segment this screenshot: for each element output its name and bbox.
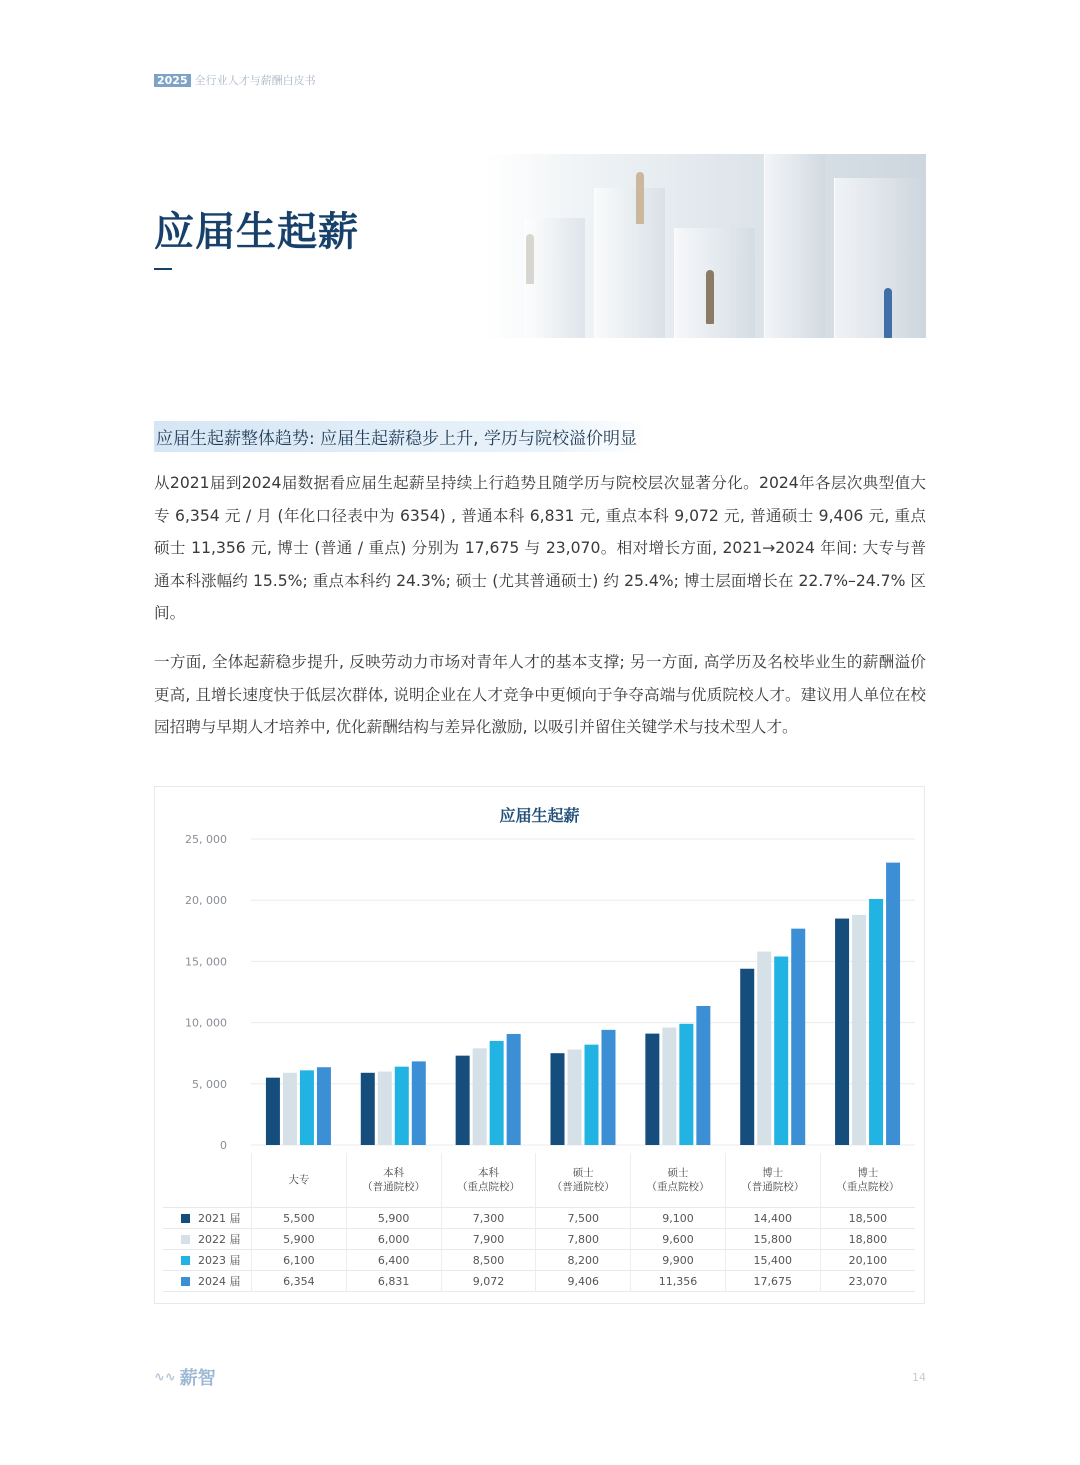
bar (490, 1041, 504, 1145)
chart-title: 应届生起薪 (499, 806, 580, 825)
bar (602, 1030, 616, 1145)
section-heading: 应届生起薪整体趋势: 应届生起薪稳步上升, 学历与院校溢价明显 (154, 421, 645, 452)
category-label: 博士 (857, 1167, 879, 1179)
data-label: 15,400 (725, 1250, 820, 1271)
legend-swatch (181, 1235, 190, 1244)
series-name: 2021 届 (198, 1212, 241, 1225)
bar (835, 919, 849, 1145)
bar (551, 1053, 565, 1145)
bar (412, 1061, 426, 1145)
category-label: 博士 (762, 1167, 784, 1179)
category-label: （重点院校） (836, 1181, 900, 1193)
bar (645, 1034, 659, 1145)
bar (473, 1048, 487, 1145)
chart-data-table (163, 1153, 915, 1292)
bar (774, 957, 788, 1145)
series-name: 2023 届 (198, 1254, 241, 1267)
bar-chart-plot (155, 787, 926, 1153)
bar (266, 1078, 280, 1145)
category-label: 硕士 (667, 1167, 689, 1179)
paragraph-1: 从2021届到2024届数据看应届生起薪呈持续上行趋势且随学历与院校层次显著分化。2024年各层次典型值大专 6,354 元 / 月 (年化口径表中为 6354) , 普通本科 6,831 元, 重点本科 9,072 元, 普通硕士 9,406 元, 重点硕士 11,356 元, 博士 (普通 / 重点) 分别为 17,675 与 23,070。相对增长方面, 2021→2024 年间: 大专与普通本科涨幅约 15.5%; 重点本科约 24.3%; 硕士 (尤其普通硕士) 约 25.4%; 博士层面增长在 22.7%–24.7% 区间。 (154, 474, 926, 622)
bar (679, 1024, 693, 1145)
data-label: 8,500 (441, 1250, 536, 1271)
y-tick-label: 0 (220, 1139, 227, 1152)
data-label: 7,900 (441, 1229, 536, 1250)
data-label: 6,000 (346, 1229, 441, 1250)
data-label: 7,800 (536, 1229, 631, 1250)
logo-text: 薪智 (179, 1368, 216, 1389)
page-number: 14 (912, 1371, 926, 1384)
bar (740, 969, 754, 1145)
table-row (163, 1271, 915, 1292)
category-label: 大专 (288, 1174, 310, 1186)
data-label: 23,070 (820, 1271, 915, 1292)
legend-swatch (181, 1214, 190, 1223)
bar (507, 1034, 521, 1145)
report-title: 全行业人才与薪酬白皮书 (194, 74, 316, 87)
data-label: 18,500 (820, 1208, 915, 1229)
category-label: 本科 (383, 1167, 405, 1179)
bar (852, 915, 866, 1145)
table-corner (163, 1153, 252, 1208)
data-label: 6,831 (346, 1271, 441, 1292)
data-label: 17,675 (725, 1271, 820, 1292)
paragraph-2: 一方面, 全体起薪稳步提升, 反映劳动力市场对青年人才的基本支撑; 另一方面, 高学历及名校毕业生的薪酬溢价更高, 且增长速度快于低层次群体, 说明企业在人才竞争中更倾向于争夺高端与优质院校人才。建议用人单位在校园招聘与早期人才培养中, 优化薪酬结构与差异化激励, 以吸引并留住关键学术与技术型人才。 (154, 653, 926, 736)
legend-entry (163, 1271, 252, 1292)
y-tick-label: 20, 000 (185, 894, 227, 908)
salary-chart (154, 786, 925, 1304)
bar (757, 952, 771, 1145)
y-tick-label: 15, 000 (185, 955, 227, 969)
category-header (252, 1153, 347, 1208)
data-label: 7,500 (536, 1208, 631, 1229)
category-label: （重点院校） (456, 1181, 520, 1193)
category-label: 硕士 (572, 1167, 594, 1179)
table-row (163, 1229, 915, 1250)
bar (283, 1073, 297, 1145)
page-title: 应届生起薪 (154, 209, 359, 255)
data-label: 5,500 (252, 1208, 347, 1229)
bar (696, 1006, 710, 1145)
data-label: 20,100 (820, 1250, 915, 1271)
bar (886, 863, 900, 1145)
data-label: 9,900 (631, 1250, 726, 1271)
category-label: （普通院校） (741, 1181, 805, 1193)
bar (361, 1073, 375, 1145)
bar (456, 1056, 470, 1145)
data-label: 8,200 (536, 1250, 631, 1271)
series-name: 2022 届 (198, 1233, 241, 1246)
data-label: 9,600 (631, 1229, 726, 1250)
category-header (536, 1153, 631, 1208)
y-tick-label: 10, 000 (185, 1016, 227, 1030)
table-row (163, 1208, 915, 1229)
data-label: 9,100 (631, 1208, 726, 1229)
category-label: 本科 (477, 1167, 499, 1179)
category-label: （重点院校） (646, 1181, 710, 1193)
data-label: 5,900 (252, 1229, 347, 1250)
series-name: 2024 届 (198, 1275, 241, 1288)
bar (791, 929, 805, 1145)
year-badge: 2025 (154, 74, 191, 87)
bar (317, 1067, 331, 1145)
data-label: 6,100 (252, 1250, 347, 1271)
category-label: （普通院校） (551, 1181, 615, 1193)
data-label: 15,800 (725, 1229, 820, 1250)
category-header (441, 1153, 536, 1208)
data-label: 11,356 (631, 1271, 726, 1292)
category-label: （普通院校） (362, 1181, 426, 1193)
legend-swatch (181, 1256, 190, 1265)
legend-entry (163, 1250, 252, 1271)
logo-mark-icon: ∿∿ (154, 1369, 176, 1385)
data-label: 14,400 (725, 1208, 820, 1229)
bar (395, 1067, 409, 1145)
data-label: 6,354 (252, 1271, 347, 1292)
hero-image (484, 154, 926, 338)
bar (869, 899, 883, 1145)
category-header (820, 1153, 915, 1208)
category-header (346, 1153, 441, 1208)
title-divider (154, 268, 172, 270)
data-label: 7,300 (441, 1208, 536, 1229)
data-label: 5,900 (346, 1208, 441, 1229)
data-label: 6,400 (346, 1250, 441, 1271)
legend-swatch (181, 1277, 190, 1286)
running-header (154, 72, 316, 88)
data-label: 18,800 (820, 1229, 915, 1250)
y-tick-label: 25, 000 (185, 833, 227, 846)
legend-entry (163, 1229, 252, 1250)
category-header (631, 1153, 726, 1208)
bar (585, 1045, 599, 1145)
bar (568, 1050, 582, 1145)
legend-entry (163, 1208, 252, 1229)
bar (378, 1072, 392, 1145)
category-header (725, 1153, 820, 1208)
bar (662, 1027, 676, 1145)
y-tick-label: 5, 000 (192, 1077, 227, 1091)
footer-logo (154, 1364, 216, 1390)
bar (300, 1070, 314, 1145)
data-label: 9,406 (536, 1271, 631, 1292)
table-row (163, 1250, 915, 1271)
data-label: 9,072 (441, 1271, 536, 1292)
